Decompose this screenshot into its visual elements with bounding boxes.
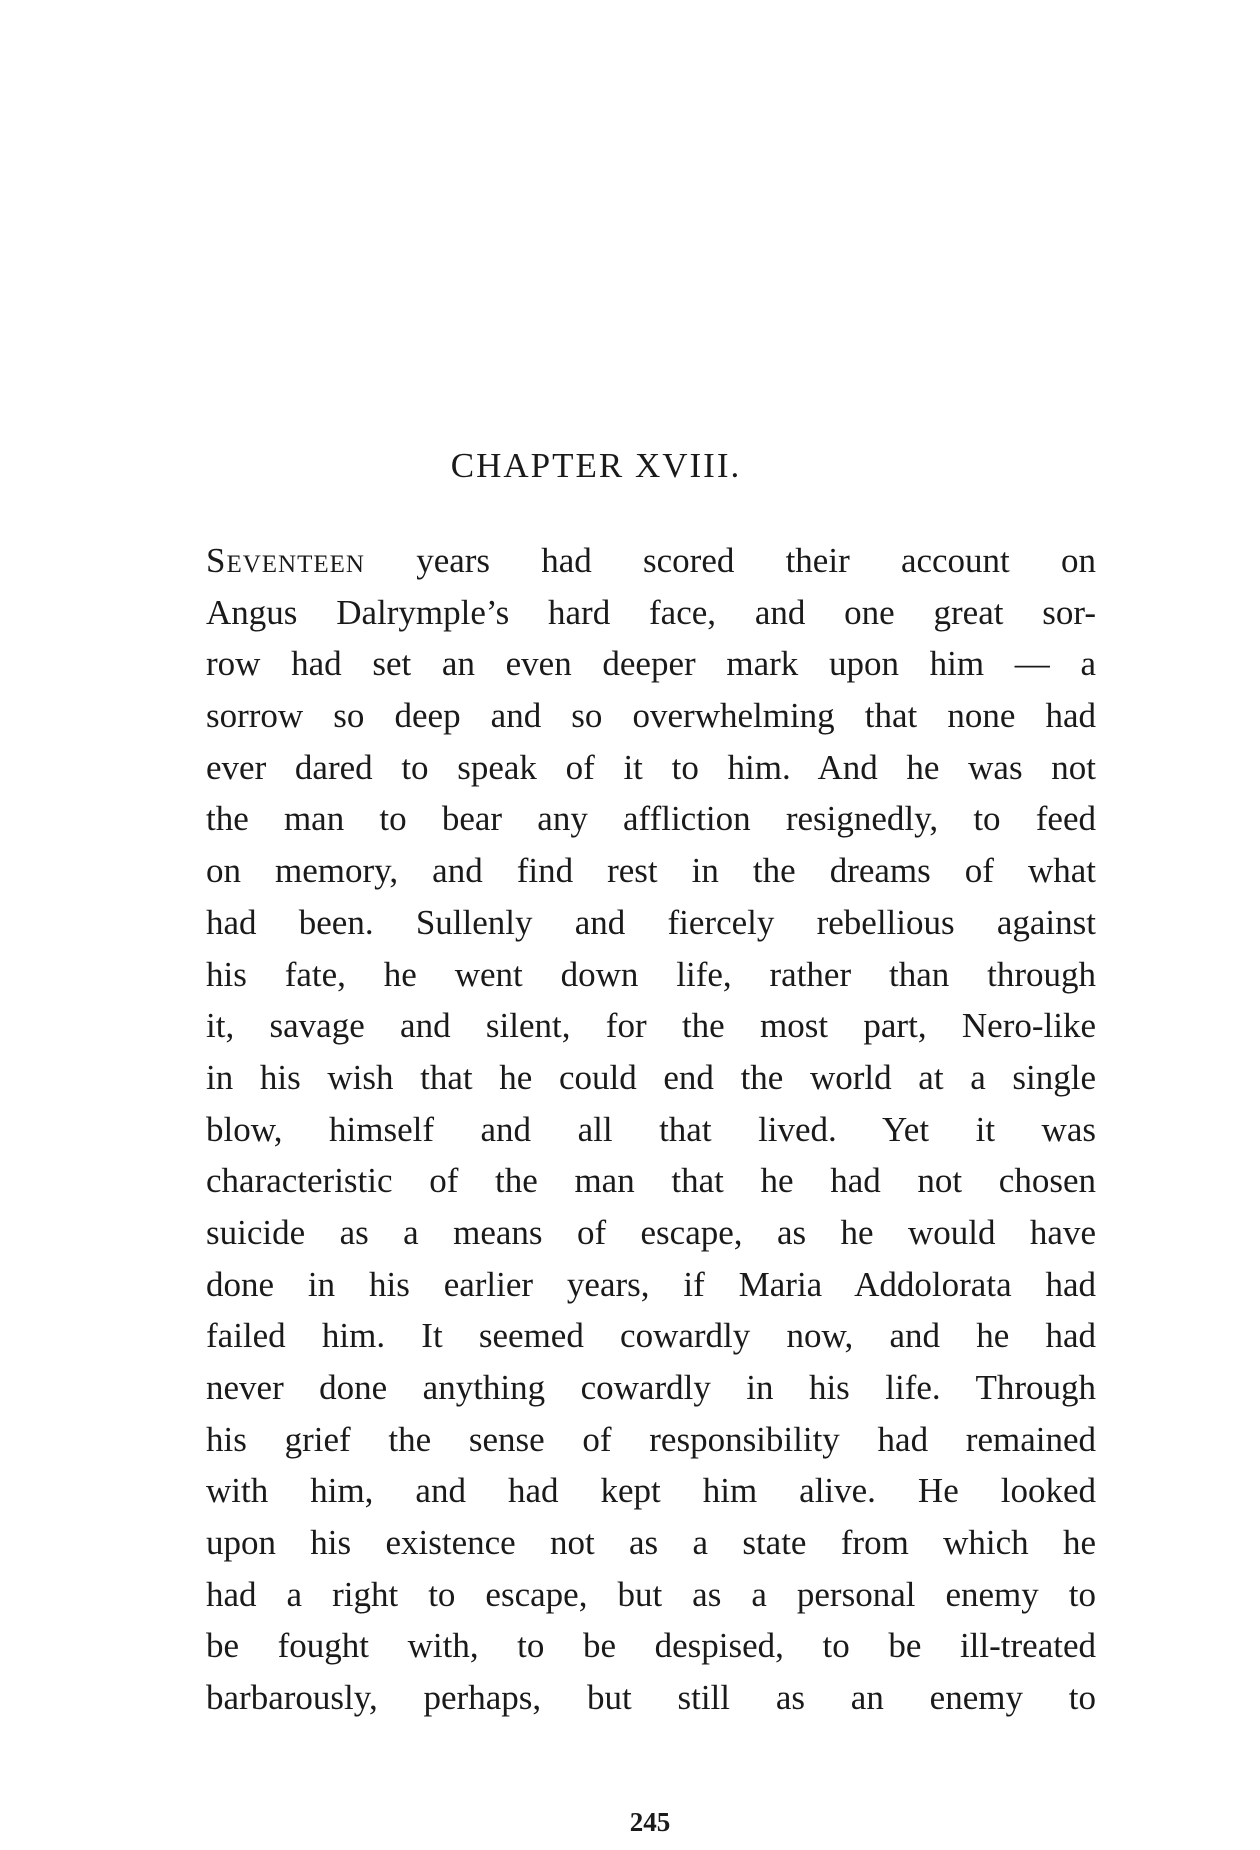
text-line: his grief the sense of responsibility had remained [206, 1419, 1096, 1459]
text-line: it, savage and silent, for the most part, Nero-like [206, 1006, 1096, 1046]
text-line: his fate, he went down life, rather than through [206, 954, 1096, 994]
text-line: characteristic of the man that he had not chosen [206, 1161, 1096, 1201]
text-line: blow, himself and all that lived. Yet it was [206, 1109, 1096, 1149]
chapter-heading: CHAPTER XVIII. [450, 446, 742, 485]
text-line: suicide as a means of escape, as he would have [206, 1212, 1096, 1252]
text-line: be fought with, to be despised, to be ill-treated [206, 1626, 1096, 1666]
text-line: upon his existence not as a state from which he [206, 1523, 1096, 1563]
text-line: never done anything cowardly in his life. Through [206, 1368, 1096, 1407]
text-line: in his wish that he could end the world at a single [206, 1057, 1096, 1097]
text-line: failed him. It seemed cowardly now, and he had [206, 1316, 1096, 1356]
text-line: with him, and had kept him alive. He looked [206, 1471, 1096, 1511]
text-line: on memory, and find rest in the dreams of what [206, 851, 1096, 891]
text-line: done in his earlier years, if Maria Addolorata had [206, 1264, 1096, 1304]
text-line [206, 535, 1096, 587]
chapter-body [206, 535, 1096, 1724]
text-line: had been. Sullenly and fiercely rebellious against [206, 902, 1096, 942]
page-number: 245 [629, 1807, 671, 1837]
text-line: Angus Dalrymple’s hard face, and one great sor- [206, 592, 1096, 632]
opening-word: Seventeen [206, 541, 365, 580]
first-line-rest: years had scored their account on [364, 541, 1096, 580]
text-line: row had set an even deeper mark upon him — a [206, 644, 1096, 684]
text-line: sorrow so deep and so overwhelming that none had [206, 696, 1096, 736]
text-line: had a right to escape, but as a personal enemy to [206, 1574, 1096, 1614]
text-line: ever dared to speak of it to him. And he was not [206, 747, 1096, 787]
text-line: the man to bear any affliction resignedly, to feed [206, 799, 1096, 839]
text-line: barbarously, perhaps, but still as an enemy to [206, 1678, 1096, 1718]
